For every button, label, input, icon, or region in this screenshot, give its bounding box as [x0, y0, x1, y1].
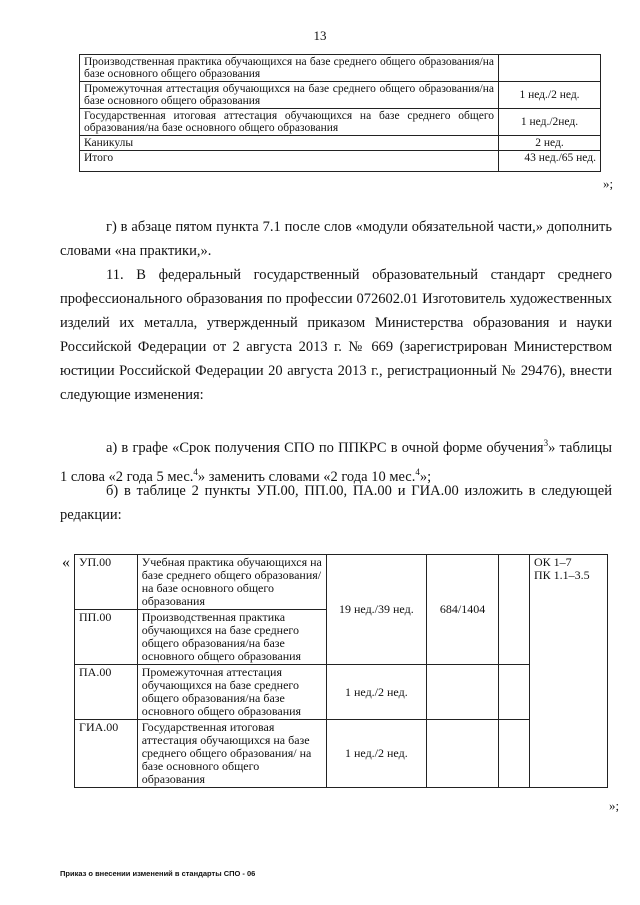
table-cell: Итого [80, 151, 499, 172]
paragraph-11: 11. В федеральный государственный образовательный стандарт среднего профессионального образования по профессии 072602.01 Изготовитель художественных изделий их металла, утвержденный приказом Министерства образования и науки Российской Федерации от 2 августа 2013 г. № 669 (зарегистрирован Министерством юстиции Российской Федерации 20 августа 2013 г., регистрационный № 29476), внести следующие изменения: [60, 267, 612, 403]
table-cell: 1 нед./2нед. [499, 109, 601, 136]
paragraph-b: б) в таблице 2 пункты УП.00, ПП.00, ПА.00 и ГИА.00 изложить в следующей редакции: [60, 483, 612, 523]
table-cell: Промежуточная аттестация обучающихся на базе среднего общего образования/на базе основного общего образования [80, 82, 499, 109]
table-cell: ПА.00 [75, 665, 138, 720]
page-footer: Приказ о внесении изменений в стандарты СПО - 06 [60, 869, 256, 878]
table-cell: 684/1404 [426, 555, 499, 665]
table-cell: Учебная практика обучающихся на базе среднего общего образования/на базе основного общего образования [137, 555, 326, 610]
table-cell [499, 555, 530, 665]
table-cell: 1 нед./2 нед. [326, 720, 426, 788]
table-cell [499, 720, 530, 788]
footnote-ref: 3 [543, 438, 549, 448]
closing-quote: »; [609, 798, 620, 813]
footnote-ref: 4 [415, 466, 420, 477]
table-cell: Государственная итоговая аттестация обучающихся на базе среднего общего образования/ на базе основного общего образования [137, 720, 326, 788]
summary-table [79, 54, 601, 172]
table-cell: 19 нед./39 нед. [326, 555, 426, 665]
text-run: » заменить словами «2 года 10 мес. [197, 468, 416, 485]
table-cell: УП.00 [75, 555, 138, 610]
table-row [75, 720, 608, 788]
table-cell: 1 нед./2 нед. [326, 665, 426, 720]
table-cell: 2 нед. [499, 136, 601, 151]
table-row [75, 555, 608, 610]
table-cell [499, 55, 601, 82]
table-cell [529, 555, 607, 788]
table-cell [426, 665, 499, 720]
page-number: 13 [313, 28, 327, 43]
opening-quote: « [62, 554, 70, 571]
table-cell: Промежуточная аттестация обучающихся на базе среднего общего образования/на базе основного общего образования [137, 665, 326, 720]
practice-table [74, 554, 608, 788]
table-row [80, 82, 601, 109]
text-run: » таблицы 1 слова «2 года 5 мес. [60, 439, 612, 485]
text-run: а) в графе «Срок получения СПО по ППКРС в очной форме обучения [106, 439, 544, 456]
table-cell: 43 нед./65 нед. [499, 151, 601, 172]
paragraph-g: г) в абзаце пятом пункта 7.1 после слов «модули обязательной части,» дополнить словами «на практики,». [60, 219, 612, 259]
table-cell [426, 720, 499, 788]
table-row [80, 109, 601, 136]
table-row [75, 665, 608, 720]
competencies-pk: ПК 1.1–3.5 [533, 568, 590, 582]
competencies-ok: ОК 1–7 [533, 555, 572, 569]
table-row [80, 136, 601, 151]
table-cell: Государственная итоговая аттестация обучающихся на базе среднего общего образования/на базе основного общего образования [80, 109, 499, 136]
closing-quote: »; [603, 176, 614, 191]
table-cell: Каникулы [80, 136, 499, 151]
footnote-ref: 4 [193, 466, 198, 477]
table-cell: 1 нед./2 нед. [499, 82, 601, 109]
table-cell: ПП.00 [75, 610, 138, 665]
table-cell: Производственная практика обучающихся на базе среднего общего образования/на базе основного общего образования [80, 55, 499, 82]
table-cell [499, 665, 530, 720]
text-run: »; [419, 468, 432, 485]
table-row [80, 151, 601, 172]
table-row [80, 55, 601, 82]
table-cell: ГИА.00 [75, 720, 138, 788]
table-cell: Производственная практика обучающихся на базе среднего общего образования/на базе основного общего образования [137, 610, 326, 665]
